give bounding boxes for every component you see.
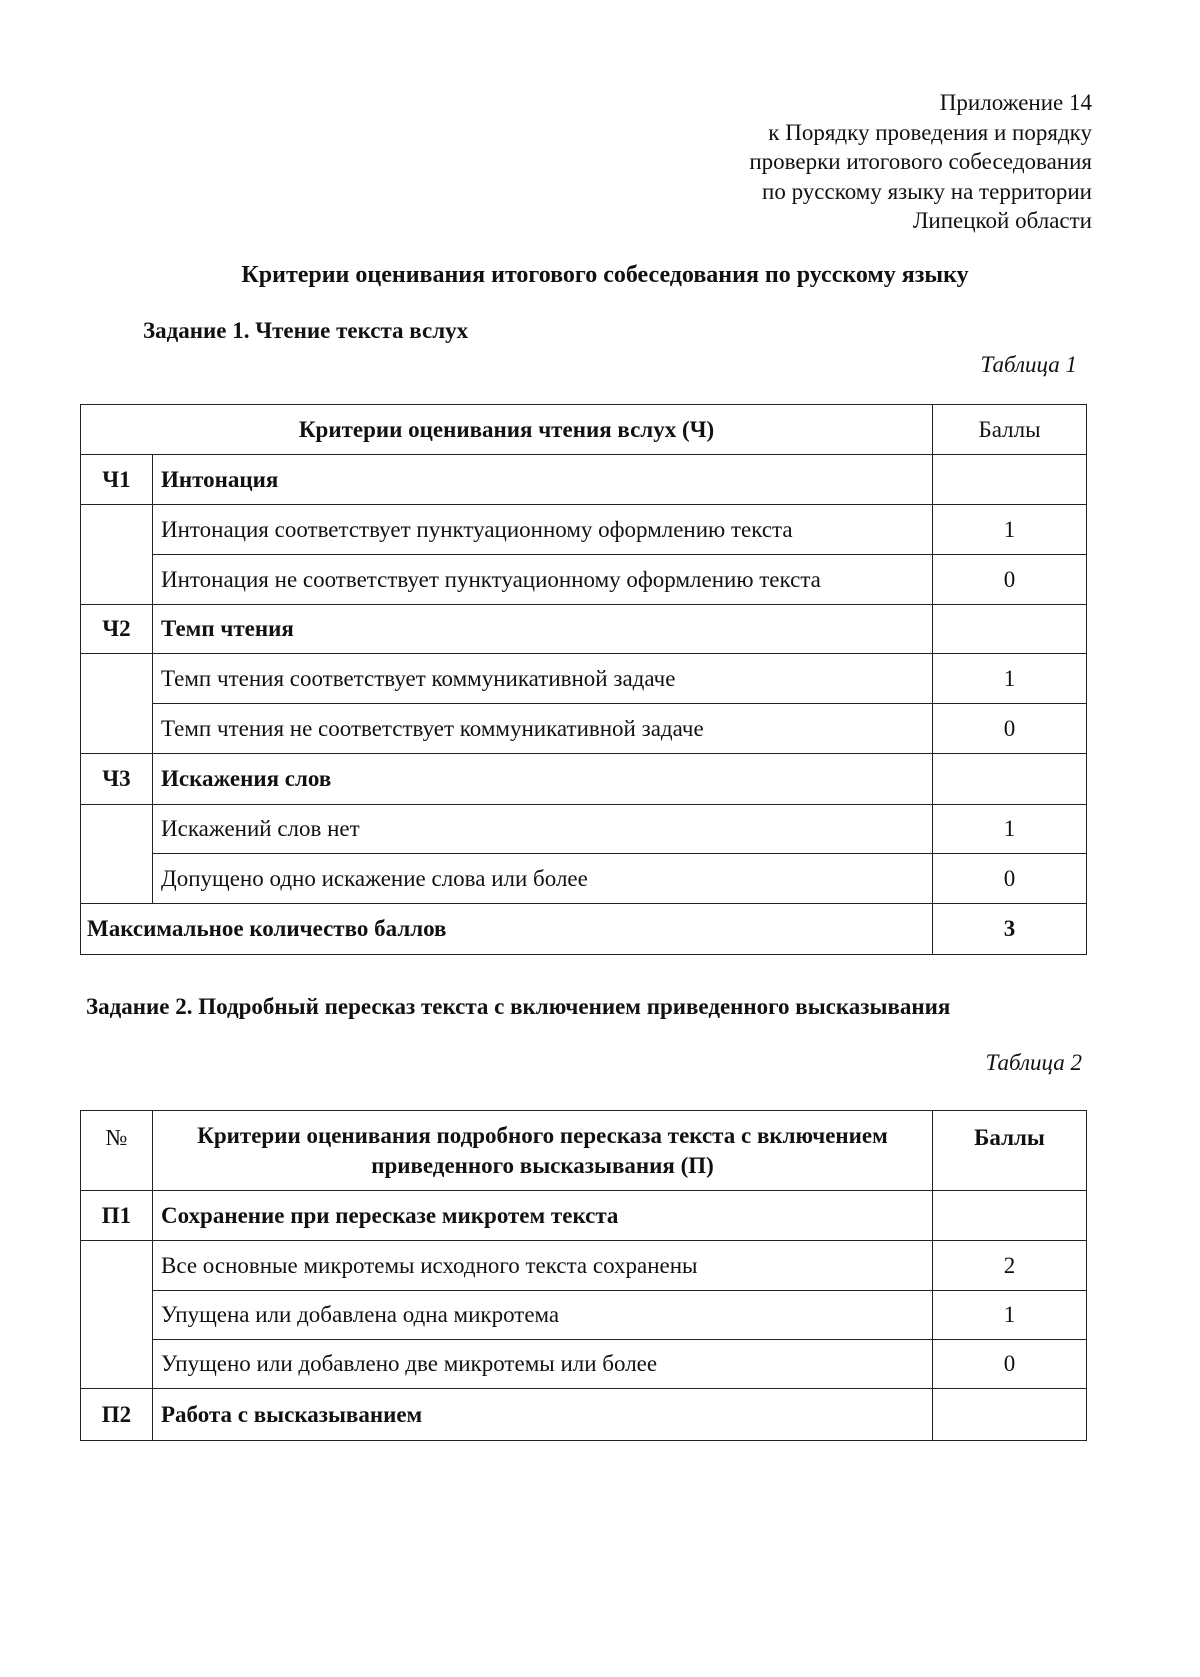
max-points-row	[81, 904, 1087, 955]
table-row	[81, 854, 1087, 904]
criterion-row	[81, 754, 1087, 805]
row-points: 0	[933, 1340, 1087, 1389]
criterion-row	[81, 1389, 1087, 1441]
table-row	[81, 1340, 1087, 1389]
document-title: Критерии оценивания итогового собеседования по русскому языку	[241, 262, 969, 288]
points-header: Баллы	[933, 405, 1087, 455]
table-row	[81, 805, 1087, 854]
task2-heading: Задание 2. Подробный пересказ текста с включением приведенного высказывания	[86, 994, 951, 1019]
row-text: Все основные микротемы исходного текста сохранены	[153, 1241, 933, 1291]
criterion-code: П1	[81, 1191, 153, 1241]
criterion-name: Сохранение при пересказе микротем текста	[153, 1191, 933, 1241]
row-text: Интонация не соответствует пунктуационному оформлению текста	[153, 555, 933, 605]
criterion-row	[81, 455, 1087, 505]
table-row	[81, 654, 1087, 704]
row-points: 0	[933, 704, 1087, 754]
appendix-line: к Порядку проведения и порядку	[768, 119, 1092, 145]
criterion-name: Темп чтения	[153, 605, 933, 654]
criteria-header: Критерии оценивания чтения вслух (Ч)	[81, 405, 933, 455]
criteria-header	[153, 1111, 933, 1191]
row-points: 1	[933, 505, 1087, 555]
table1-label: Таблица 1	[980, 352, 1077, 377]
table-row	[81, 1241, 1087, 1291]
criterion-code: Ч1	[81, 455, 153, 505]
criterion-code: П2	[81, 1389, 153, 1441]
table2-label: Таблица 2	[985, 1050, 1082, 1075]
row-points: 2	[933, 1241, 1087, 1291]
row-text: Темп чтения соответствует коммуникативной задаче	[153, 654, 933, 704]
row-text: Интонация соответствует пунктуационному оформлению текста	[153, 505, 933, 555]
criterion-name: Работа с высказыванием	[153, 1389, 933, 1441]
row-text: Допущено одно искажение слова или более	[153, 854, 933, 904]
table-header-row	[81, 405, 1087, 455]
appendix-line: Приложение 14	[939, 90, 1092, 115]
criterion-code: Ч3	[81, 754, 153, 805]
row-text: Темп чтения не соответствует коммуникативной задаче	[153, 704, 933, 754]
criterion-row	[81, 605, 1087, 654]
appendix-block	[749, 88, 1092, 236]
criterion-name: Интонация	[153, 455, 933, 505]
row-points: 1	[933, 805, 1087, 854]
row-points: 0	[933, 555, 1087, 605]
table-row	[81, 505, 1087, 555]
row-points: 0	[933, 854, 1087, 904]
criterion-row	[81, 1191, 1087, 1241]
reading-criteria-table	[80, 404, 1087, 955]
appendix-line: по русскому языку на территории	[762, 178, 1092, 204]
row-text: Упущена или добавлена одна микротема	[153, 1291, 933, 1340]
appendix-line: Липецкой области	[912, 208, 1092, 233]
criterion-name: Искажения слов	[153, 754, 933, 805]
criterion-code: Ч2	[81, 605, 153, 654]
appendix-line: проверки итогового собеседования	[749, 149, 1092, 174]
table-row	[81, 1291, 1087, 1340]
criteria-header-line: Критерии оценивания подробного пересказа текста с включением	[197, 1122, 888, 1148]
criteria-header-line: приведенного высказывания (П)	[371, 1152, 714, 1178]
points-header: Баллы	[933, 1111, 1087, 1191]
table-row	[81, 555, 1087, 605]
table-row	[81, 704, 1087, 754]
number-header: №	[81, 1111, 153, 1191]
retelling-criteria-table	[80, 1110, 1087, 1441]
row-text: Упущено или добавлено две микротемы или более	[153, 1340, 933, 1389]
table-header-row	[81, 1111, 1087, 1191]
task1-heading: Задание 1. Чтение текста вслух	[143, 318, 469, 343]
row-text: Искажений слов нет	[153, 805, 933, 854]
row-points: 1	[933, 654, 1087, 704]
row-points: 1	[933, 1291, 1087, 1340]
max-points-label: Максимальное количество баллов	[81, 904, 933, 955]
max-points-value: 3	[933, 904, 1087, 955]
